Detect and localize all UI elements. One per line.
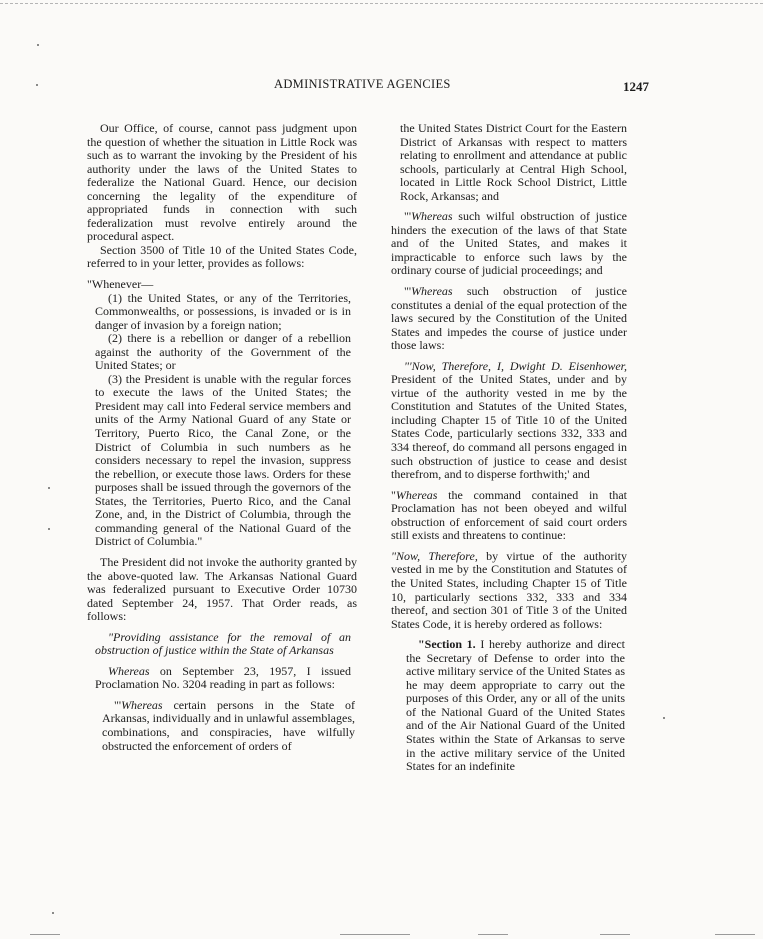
quote-open-mark-3: "'	[404, 284, 412, 299]
scan-speck	[36, 84, 38, 86]
left-column	[87, 122, 357, 753]
whereas-word-4: Whereas	[411, 284, 453, 299]
quote-open-mark: "'	[114, 697, 122, 712]
bottom-rule-segment	[30, 934, 60, 935]
now-therefore-text: President of the United States, under and by virtue of the authority vested in me by the Constitution and Statutes of the United States, including Chapter 15 of Title 10 of the United States Code, particularly sections 332, 333 and 334 thereof, do command all persons engaged in such obstruction of justice to cease and desist therefrom, and to disperse forthwith;' and	[391, 372, 627, 482]
quote-clause-3: (3) the President is unable with the regular forces to execute the laws of the United States; the President may call into Federal service members and units of the Army National Guard of any State or Territory, Puerto Rico, the Canal Zone, or the District of Columbia in such numbers as he considers necessary to repel the invasion, suppress the rebellion, or execute those laws. Orders for these purposes shall be issued through the governors of the States, the Territories, Puerto Rico, and the Canal Zone, and, in the District of Columbia, through the commanding general of the National Guard of the District of Columbia."	[95, 371, 351, 549]
section-1	[391, 638, 627, 773]
quote-clause-2: (2) there is a rebellion or danger of a rebellion against the authority of the Government of the United States; or	[95, 331, 351, 373]
page-number: 1247	[623, 79, 649, 94]
whereas-word-3: Whereas	[411, 209, 453, 224]
now-therefore-eisenhower	[391, 360, 627, 482]
running-head: ADMINISTRATIVE AGENCIES	[274, 77, 451, 91]
continued-court-text: the United States District Court for the Eastern District of Arkansas with respect to matters relating to enrollment and attendance at public schools, particularly at Central High School, located in Little Rock School District, Little Rock, Arkansas; and	[400, 121, 627, 203]
quote-open-mark-4: "	[391, 487, 396, 502]
whereas-persons-text: certain persons in the State of Arkansas, individually and in unlawful assemblages, combinations, and conspiracies, have wilfully obstructed the enforcement of orders of	[102, 697, 355, 753]
bottom-rule-segment	[340, 934, 410, 935]
whereas-obstruction	[391, 210, 627, 278]
bottom-rule-segment	[715, 934, 755, 935]
section-1-heading: "Section 1.	[418, 637, 476, 652]
whereas-obstruction-text: such wilful obstruction of justice hinders the execution of the laws of that State and of the United States, and makes it impracticable to enforce such laws by the ordinary course of judicial proceedings; and	[391, 209, 627, 278]
now-therefore-italic: "'Now, Therefore, I, Dwight D. Eisenhower,	[404, 358, 627, 373]
quote-whenever: "Whenever—	[87, 277, 154, 292]
whereas-denial-text: such obstruction of justice constitutes a denial of the equal protection of the laws secured by the Constitution of the United States and impedes the course of justice under those laws:	[391, 284, 627, 353]
order-title-text: "Providing assistance for the removal of an obstruction of justice within the State of Arkansas	[95, 629, 351, 658]
scan-speck	[663, 717, 665, 719]
bottom-rule-segment	[600, 934, 630, 935]
whereas-command	[391, 489, 627, 543]
paragraph-section-3500: Section 3500 of Title 10 of the United States Code, referred to in your letter, provides as follows:	[87, 242, 357, 271]
quote-clause-1: (1) the United States, or any of the Territories, Commonwealths, or possessions, is invaded or is in danger of invasion by a foreign nation;	[95, 290, 351, 332]
paragraph-intro: Our Office, of course, cannot pass judgment upon the question of whether the situation in Little Rock was such as to warrant the invoking by the President of his authority under the laws of the United States to federalize the National Guard. Hence, our decision concerning the legality of the expenditure of appropriated funds in connection with such federalization must revolve entirely around the procedural aspect.	[87, 121, 357, 244]
now-therefore-italic-2: "Now, Therefore,	[391, 548, 478, 563]
whereas-word-5: Whereas	[395, 487, 438, 502]
now-therefore-order-text: by virtue of the authority vested in me by the Constitution and Statutes of the United States, including Chapter 15 of Title 10, particularly sections 332, 333 and 334 thereof, and section 301 of Title 3 of the United States Code, it is hereby ordered as follows:	[391, 548, 627, 631]
scan-speck	[48, 487, 50, 489]
paragraph-executive-order: The President did not invoke the authority granted by the above-quoted law. The Arkansas National Guard was federalized pursuant to Executive Order 10730 dated September 24, 1957. That Order reads, as follows:	[87, 554, 357, 624]
scan-speck	[37, 44, 39, 46]
whereas-denial	[391, 285, 627, 353]
order-title	[87, 631, 357, 658]
right-column	[391, 122, 627, 774]
whereas-word-2: Whereas	[121, 697, 163, 712]
now-therefore-order	[391, 550, 627, 631]
whereas-proclamation	[87, 665, 357, 692]
quote-open-mark-2: "'	[404, 209, 412, 224]
section-1-text: I hereby authorize and direct the Secretary of Defense to order into the active military service of the United States as he may deem appropriate to carry out the purposes of this Order, any or all of the units of the National Guard of the United States and of the Air National Guard of the United States within the State of Arkansas to serve in the active military service of the United States for an indefinite	[406, 637, 625, 774]
scan-speck	[52, 912, 54, 914]
bottom-rule-segment	[478, 934, 508, 935]
top-dashed-rule	[0, 3, 763, 4]
whereas-proclamation-text: on September 23, 1957, I issued Proclamation No. 3204 reading in part as follows:	[95, 663, 351, 692]
whereas-word: Whereas	[108, 663, 150, 678]
whereas-command-text: the command contained in that Proclamation has not been obeyed and wilful obstruction of enforcement of said court orders still exists and threatens to continue:	[391, 487, 627, 543]
whereas-persons	[87, 699, 357, 753]
scan-speck	[48, 528, 50, 530]
